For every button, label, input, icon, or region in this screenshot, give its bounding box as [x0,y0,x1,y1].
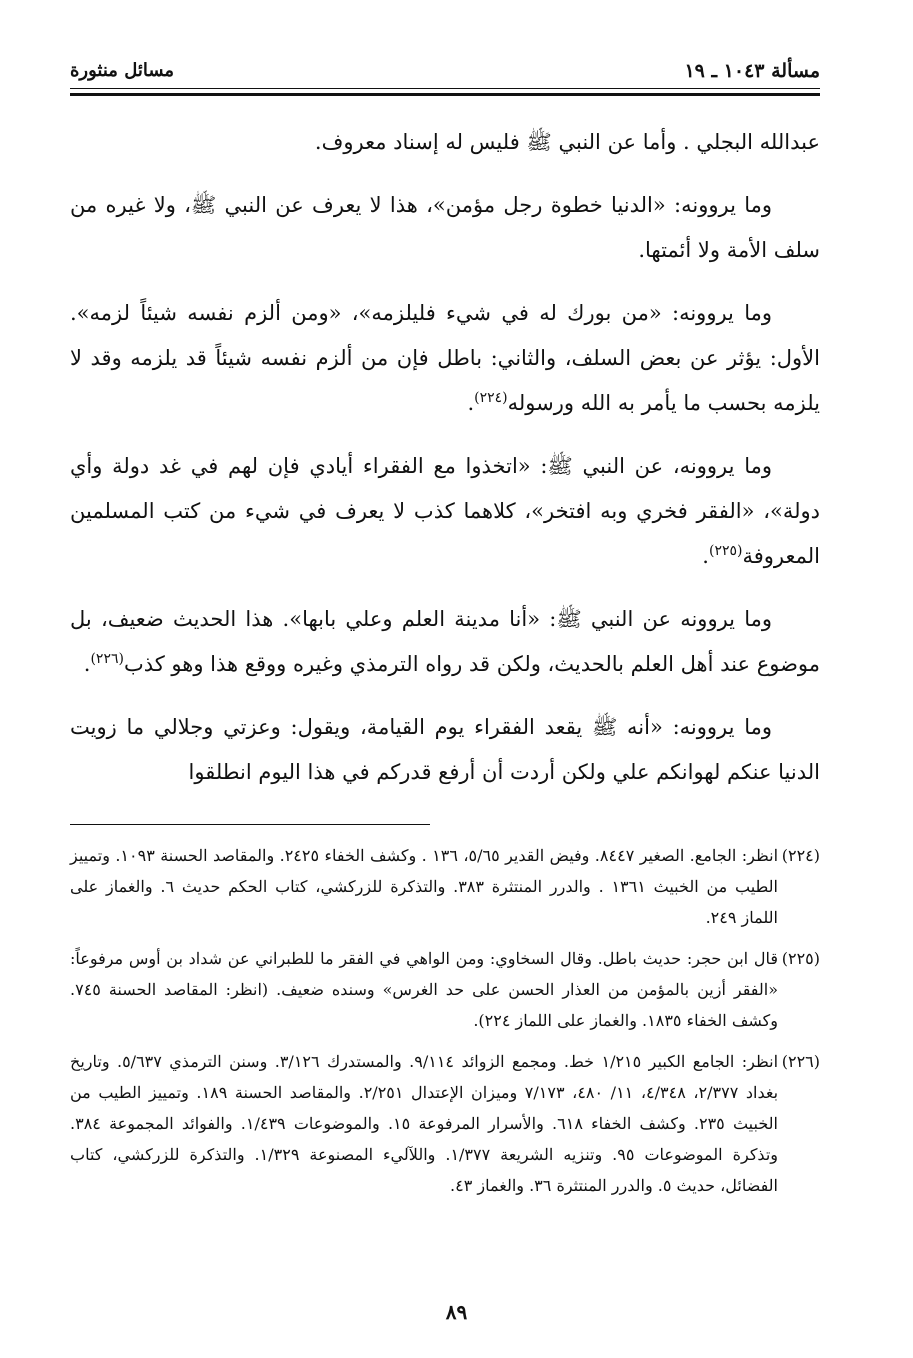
paragraph-4-end: . [702,544,709,568]
paragraph-5-text: وما يروونه عن النبي ﷺ: «أنا مدينة العلم وعلي بابها». هذا الحديث ضعيف، بل موضوع عند أهل العلم بالحديث، ولكن قد رواه الترمذي وغيره ووقع هذا وهو كذب [70,607,820,676]
footnote-number: (٢٢٤) [781,846,820,865]
paragraph-6-text: وما يروونه: «أنه ﷺ يقعد الفقراء يوم القيامة، ويقول: وعزتي وجلالي ما زويت الدنيا عنكم لهوانكم علي ولكن أردت أن أرفع قدركم في هذا اليوم انطلقوا [70,715,820,784]
footnote-text: قال ابن حجر: حديث باطل. وقال السخاوي: ومن الواهي في الفقر ما للطبراني عن شداد بن أوس مرفوعاً: «الفقر أزين بالمؤمن من العذار الحسن على حد الغرس» وسنده ضعيف. (انظر: المقاصد الحسنة ٧٤٥. وكشف الخفاء ١٨٣٥. والغماز على اللماز ٢٢٤). [70,949,778,1030]
paragraph-5-end: . [83,652,91,676]
header-rule-thin [70,88,820,89]
main-text [70,120,820,813]
footnote-ref-224[interactable]: (٢٢٤) [474,390,508,406]
paragraph-2-text: وما يروونه: «الدنيا خطوة رجل مؤمن»، هذا لا يعرف عن النبي ﷺ، ولا غيره من سلف الأمة ولا أئمتها. [70,193,820,262]
footnotes [70,840,820,1211]
header-rule-thick [70,93,820,96]
footnote-separator [70,824,430,825]
paragraph-6 [70,705,820,795]
footnote-number: (٢٢٥) [781,949,820,968]
footnote-text: انظر: الجامع. الصغير ٨٤٤٧. وفيض القدير ٥/٦٥، ١٣٦ . وكشف الخفاء ٢٤٢٥. والمقاصد الحسنة ١٠٩٣. وتمييز الطيب من الخبيث ١٣٦١ . والدرر المنتثرة ٣٨٣. والتذكرة للزركشي، كتاب الحكم حديث ٦. والغماز على اللماز ٢٤٩. [70,846,779,927]
paragraph-4-text: وما يروونه، عن النبي ﷺ: «اتخذوا مع الفقراء أيادي فإن لهم في غد دولة وأي دولة»، «الفقر فخري وبه افتخر»، كلاهما كذب لا يعرف في شيء من كتب المسلمين المعروفة [70,454,820,568]
book-title: مسائل منثورة [70,60,175,81]
footnote-ref-226[interactable]: (٢٢٦) [90,651,124,667]
paragraph-1 [70,120,820,165]
page-number: ٨٩ [445,1300,468,1324]
paragraph-1-text: عبدالله البجلي . وأما عن النبي ﷺ فليس له إسناد معروف. [314,130,820,154]
paragraph-3-end: . [467,391,475,415]
section-heading: مسألة ١٠٤٣ ـ ١٩ [684,60,820,82]
footnote-226 [70,1046,820,1201]
paragraph-5 [70,597,820,687]
paragraph-2 [70,183,820,273]
footnote-ref-225[interactable]: (٢٢٥) [708,543,743,559]
paragraph-4 [70,444,820,579]
running-header [70,58,820,84]
footnote-225 [70,943,820,1036]
footnote-text: انظر: الجامع الكبير ١/٢١٥ خط. ومجمع الزوائد ٩/١١٤. والمستدرك ٣/١٢٦. وسنن الترمذي ٥/٦٣٧. وتاريخ بغداد ٢/٣٧٧، ٤/٣٤٨، ١١/ ٤٨٠، ٧/١٧٣ وميزان الإعتدال ٢/٢٥١. والمقاصد الحسنة ١٨٩. وتمييز الطيب من الخبيث ٢٣٥. وكشف الخفاء ٦١٨. والأسرار المرفوعة ١٥. والموضوعات ١/٤٣٩. والفوائد المجموعة ٣٨٤. وتذكرة الموضوعات ٩٥. وتنزيه الشريعة ١/٣٧٧. واللآليء المصنوعة ١/٣٢٩. والتذكرة للزركشي، كتاب الفضائل، حديث ٥. والدرر المنتثرة ٣٦. والغماز ٤٣. [70,1052,779,1195]
footnote-number: (٢٢٦) [781,1052,820,1071]
footnote-224 [70,840,820,933]
paragraph-3 [70,291,820,426]
paragraph-3-text: وما يروونه: «من بورك له في شيء فليلزمه»، «ومن ألزم نفسه شيئاً لزمه». الأول: يؤثر عن بعض السلف، والثاني: باطل فإن من ألزم نفسه شيئاً قد يلزمه وقد لا يلزمه بحسب ما يأمر به الله ورسوله [70,301,820,415]
